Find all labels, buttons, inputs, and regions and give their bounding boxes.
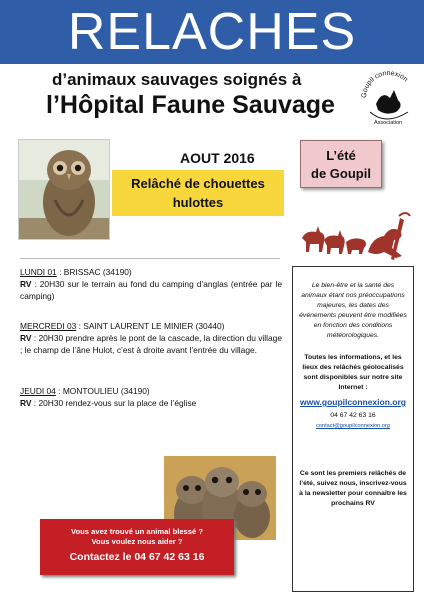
event-day: LUNDI 01 bbox=[20, 267, 57, 277]
svg-text:Goupil connexion: Goupil connexion bbox=[360, 69, 409, 99]
contact-question-injured: Vous avez trouvé un animal blessé ? bbox=[71, 527, 203, 536]
info-box bbox=[292, 266, 414, 592]
page-subtitle: d’animaux sauvages soignés à bbox=[52, 70, 302, 89]
event-rv-text: : 20H30 sur le terrain au fond du camping d’anglas (entrée par le camping) bbox=[20, 279, 282, 301]
owl-photo bbox=[18, 139, 110, 240]
event-item bbox=[20, 385, 282, 409]
contact-question-help: Vous voulez nous aider ? bbox=[91, 537, 183, 546]
event-rv-label: RV bbox=[20, 333, 32, 343]
event-rv-label: RV bbox=[20, 398, 32, 408]
page-title: RELACHES bbox=[67, 3, 357, 61]
animals-silhouette-illustration bbox=[298, 208, 418, 262]
newsletter-notice: Ce sont les premiers relâchés de l’été, suivez nous, inscrivez-vous à la newsletter pour connaître les prochains RV bbox=[299, 470, 407, 507]
release-title-line2: hulottes bbox=[172, 195, 224, 210]
event-rv bbox=[20, 278, 282, 302]
summer-goupil-box bbox=[300, 140, 382, 188]
hospital-name: l’Hôpital Faune Sauvage bbox=[46, 91, 335, 119]
event-day: JEUDI 04 bbox=[20, 386, 56, 396]
weather-notice: Le bien-être et la santé des animaux étant nos préoccupations majeures, les dates des événements peuvent être modifiées en fonction des conditions météorologiques. bbox=[299, 282, 407, 339]
release-title-box bbox=[112, 170, 284, 216]
event-month: AOUT 2016 bbox=[180, 150, 255, 166]
event-place: : SAINT LAURENT LE MINIER (30440) bbox=[76, 321, 225, 331]
summer-goupil-line2: de Goupil bbox=[311, 166, 371, 181]
contact-phone: Contactez le 04 67 42 63 16 bbox=[69, 551, 205, 563]
info-availability: Toutes les informations, et les lieux des relâchés géolocalisés sont disponibles sur notre site Internet : bbox=[302, 354, 404, 391]
info-phone: 04 67 42 63 16 bbox=[330, 412, 376, 419]
event-rv bbox=[20, 397, 282, 409]
event-day: MERCREDI 03 bbox=[20, 321, 77, 331]
release-title-line1: Relâché de chouettes bbox=[131, 176, 265, 191]
website-link[interactable]: www.goupilconnexion.org bbox=[300, 397, 406, 407]
event-item bbox=[20, 266, 282, 302]
goupil-connexion-logo bbox=[356, 60, 422, 130]
event-heading bbox=[20, 266, 282, 278]
event-rv-text: : 20H30 rendez-vous sur la place de l’église bbox=[31, 398, 197, 408]
event-heading bbox=[20, 385, 282, 397]
svg-text:Association: Association bbox=[374, 120, 403, 126]
summer-goupil-line1: L’été bbox=[326, 148, 356, 163]
event-rv-text: : 20H30 prendre après le pont de la cascade, la direction du village ; le champ de l’âne Hulot, c’est à droite avant l’entrée du village. bbox=[20, 333, 282, 355]
event-place: : BRISSAC (34190) bbox=[56, 267, 132, 277]
contact-box bbox=[40, 519, 234, 575]
events-separator bbox=[20, 258, 280, 259]
event-rv-label: RV bbox=[20, 279, 32, 289]
event-rv bbox=[20, 332, 282, 356]
event-heading bbox=[20, 320, 282, 332]
event-place: : MONTOULIEU (34190) bbox=[55, 386, 150, 396]
email-link[interactable]: contact@goupilconnexion.org bbox=[316, 423, 390, 429]
event-item bbox=[20, 320, 282, 356]
